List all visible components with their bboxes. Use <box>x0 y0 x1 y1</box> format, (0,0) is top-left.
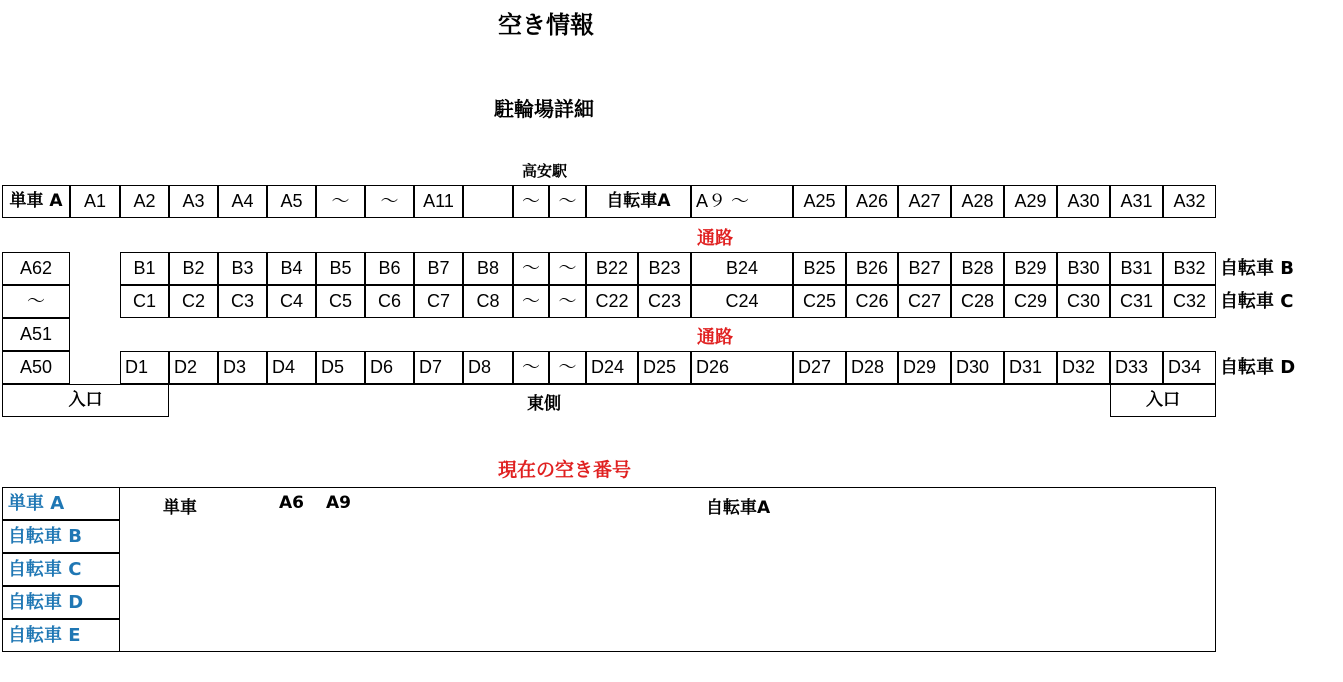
current-available-title: 現在の空き番号 <box>498 459 632 481</box>
slot-cell[interactable]: D25 <box>638 351 691 384</box>
slot-cell[interactable]: B7 <box>414 252 463 285</box>
slot-cell[interactable]: A26 <box>846 185 898 218</box>
slot-cell[interactable]: A27 <box>898 185 951 218</box>
slot-cell[interactable]: C31 <box>1110 285 1163 318</box>
slot-cell[interactable]: C29 <box>1004 285 1057 318</box>
slot-cell[interactable]: B30 <box>1057 252 1110 285</box>
slot-cell[interactable]: A50 <box>2 351 70 384</box>
current-bicycle-a-label: 自転車A <box>706 498 771 518</box>
slot-cell[interactable]: C23 <box>638 285 691 318</box>
slot-cell <box>70 252 120 285</box>
slot-cell[interactable]: B31 <box>1110 252 1163 285</box>
slot-cell[interactable]: C2 <box>169 285 218 318</box>
slot-cell[interactable]: ～ <box>549 185 586 218</box>
slot-cell[interactable]: B5 <box>316 252 365 285</box>
slot-cell[interactable]: D28 <box>846 351 898 384</box>
slot-cell[interactable]: B29 <box>1004 252 1057 285</box>
slot-cell[interactable]: C1 <box>120 285 169 318</box>
slot-cell[interactable]: B8 <box>463 252 513 285</box>
slot-cell[interactable]: D1 <box>120 351 169 384</box>
current-row-label: 自転車 C <box>2 553 120 586</box>
slot-cell[interactable]: ～ <box>513 185 549 218</box>
slot-cell[interactable]: C24 <box>691 285 793 318</box>
slot-cell[interactable]: ～ <box>549 285 586 318</box>
slot-cell <box>70 285 120 318</box>
slot-cell[interactable]: A30 <box>1057 185 1110 218</box>
slot-cell[interactable]: D6 <box>365 351 414 384</box>
slot-cell[interactable]: ～ <box>549 351 586 384</box>
slot-cell[interactable]: D2 <box>169 351 218 384</box>
slot-cell <box>70 351 120 384</box>
page-title: 空き情報 <box>498 11 594 39</box>
slot-cell[interactable]: C7 <box>414 285 463 318</box>
slot-cell[interactable]: C28 <box>951 285 1004 318</box>
slot-cell[interactable]: D27 <box>793 351 846 384</box>
slot-cell[interactable]: A62 <box>2 252 70 285</box>
slot-cell[interactable]: C25 <box>793 285 846 318</box>
slot-cell[interactable]: B4 <box>267 252 316 285</box>
current-row-label: 自転車 D <box>2 586 120 619</box>
east-side-label: 東側 <box>527 394 561 414</box>
slot-cell[interactable]: B32 <box>1163 252 1216 285</box>
station-label: 高安駅 <box>522 162 568 180</box>
slot-cell[interactable]: B25 <box>793 252 846 285</box>
aisle-label-bottom: 通路 <box>697 327 733 348</box>
current-row-label: 自転車 B <box>2 520 120 553</box>
slot-cell[interactable]: C26 <box>846 285 898 318</box>
parking-detail-heading: 駐輪場詳細 <box>494 97 594 121</box>
slot-cell[interactable]: C27 <box>898 285 951 318</box>
slot-cell[interactable]: A11 <box>414 185 463 218</box>
slot-cell[interactable]: B28 <box>951 252 1004 285</box>
slot-cell[interactable]: C6 <box>365 285 414 318</box>
slot-cell[interactable]: A31 <box>1110 185 1163 218</box>
current-row-label: 自転車 E <box>2 619 120 652</box>
slot-cell[interactable]: 自転車A <box>586 185 691 218</box>
slot-cell[interactable]: C32 <box>1163 285 1216 318</box>
slot-cell[interactable]: D24 <box>586 351 638 384</box>
slot-cell[interactable]: A29 <box>1004 185 1057 218</box>
slot-cell[interactable]: B2 <box>169 252 218 285</box>
slot-cell[interactable]: A2 <box>120 185 169 218</box>
slot-cell[interactable]: ～ <box>549 252 586 285</box>
slot-cell[interactable]: B22 <box>586 252 638 285</box>
current-row-label: 単車 A <box>2 487 120 520</box>
row-label-d: 自転車 D <box>1220 357 1296 378</box>
slot-cell[interactable]: B6 <box>365 252 414 285</box>
slot-cell[interactable]: A28 <box>951 185 1004 218</box>
slot-cell[interactable]: B27 <box>898 252 951 285</box>
slot-cell[interactable]: A32 <box>1163 185 1216 218</box>
slot-cell[interactable]: D8 <box>463 351 513 384</box>
east-side-line <box>169 384 1110 418</box>
slot-cell[interactable]: ～ <box>2 285 70 318</box>
row-label-c: 自転車 C <box>1220 291 1294 312</box>
slot-cell[interactable]: C8 <box>463 285 513 318</box>
entrance-right: 入口 <box>1110 384 1216 417</box>
slot-cell[interactable]: B24 <box>691 252 793 285</box>
slot-cell[interactable] <box>463 185 513 218</box>
slot-cell[interactable]: D31 <box>1004 351 1057 384</box>
slot-cell[interactable]: D7 <box>414 351 463 384</box>
slot-cell[interactable]: D4 <box>267 351 316 384</box>
slot-cell[interactable]: C30 <box>1057 285 1110 318</box>
slot-cell[interactable]: D30 <box>951 351 1004 384</box>
slot-cell[interactable]: D33 <box>1110 351 1163 384</box>
slot-cell[interactable]: D34 <box>1163 351 1216 384</box>
slot-cell[interactable]: D26 <box>691 351 793 384</box>
slot-cell[interactable]: A3 <box>169 185 218 218</box>
slot-cell[interactable]: A９ ～ <box>691 185 793 218</box>
slot-cell[interactable]: D32 <box>1057 351 1110 384</box>
slot-cell[interactable]: B23 <box>638 252 691 285</box>
slot-cell[interactable]: B3 <box>218 252 267 285</box>
slot-cell[interactable]: A5 <box>267 185 316 218</box>
slot-cell[interactable]: D29 <box>898 351 951 384</box>
aisle-label-top: 通路 <box>697 228 733 249</box>
slot-cell[interactable]: 単車 A <box>2 185 70 218</box>
slot-cell[interactable]: C5 <box>316 285 365 318</box>
slot-cell[interactable]: ～ <box>513 285 549 318</box>
row-label-b: 自転車 B <box>1220 258 1294 279</box>
slot-cell[interactable]: ～ <box>513 252 549 285</box>
slot-cell[interactable]: A25 <box>793 185 846 218</box>
slot-cell[interactable]: C4 <box>267 285 316 318</box>
current-slot-a6: A6 <box>279 493 304 513</box>
slot-cell[interactable]: C3 <box>218 285 267 318</box>
slot-cell[interactable]: A1 <box>70 185 120 218</box>
slot-cell[interactable]: B26 <box>846 252 898 285</box>
slot-cell[interactable]: ～ <box>365 185 414 218</box>
current-slot-a9: A9 <box>326 493 351 513</box>
slot-cell[interactable]: A4 <box>218 185 267 218</box>
slot-a51[interactable]: A51 <box>2 318 70 351</box>
entrance-left: 入口 <box>2 384 169 417</box>
slot-cell[interactable]: D3 <box>218 351 267 384</box>
slot-cell[interactable]: B1 <box>120 252 169 285</box>
slot-cell[interactable]: ～ <box>316 185 365 218</box>
current-motorbike-label: 単車 <box>163 498 197 518</box>
slot-cell[interactable]: C22 <box>586 285 638 318</box>
slot-cell[interactable]: ～ <box>513 351 549 384</box>
slot-cell[interactable]: D5 <box>316 351 365 384</box>
